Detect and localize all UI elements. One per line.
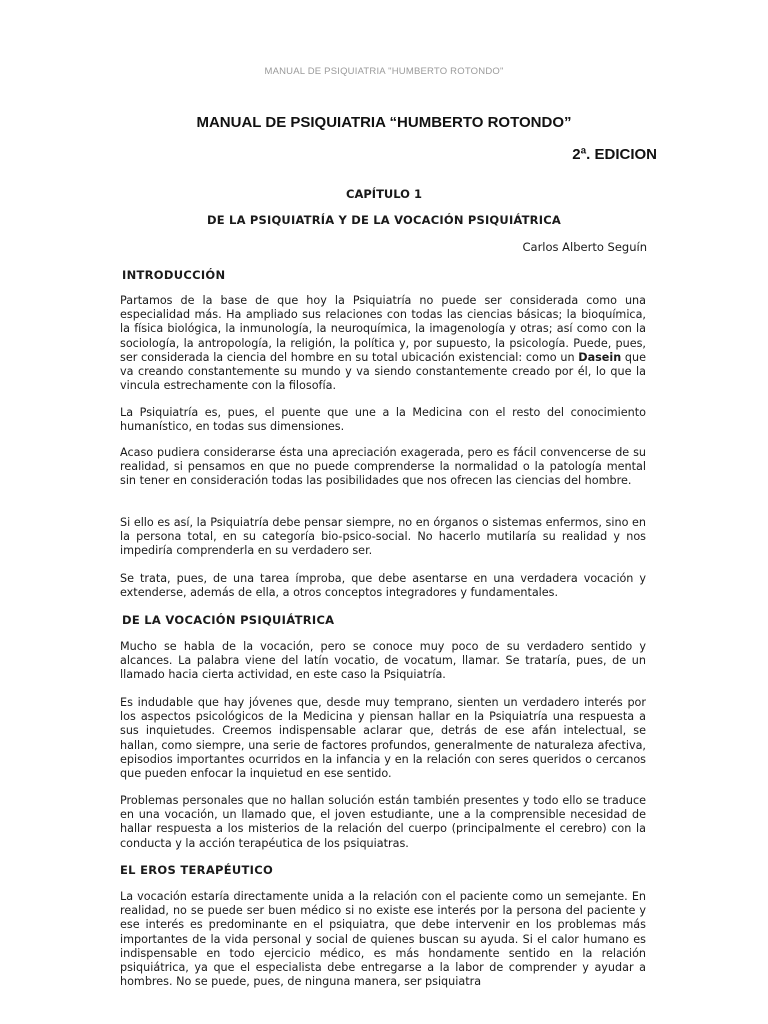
paragraph [120,406,646,434]
author-name: Carlos Alberto Seguín [522,240,647,254]
paragraph [120,696,646,781]
paragraph-text-part: que va creando constantemente su mundo y va siendo constantemente creado por él, lo que la vincula estrechamente con la filosofía. [120,350,646,393]
paragraph-text: Es indudable que hay jóvenes que, desde muy temprano, sienten un verdadero interés por los aspectos psicológicos de la Medicina y piensan hallar en la Psiquiatría una respuesta a sus inquietudes. Creemos indispensable aclarar que, detrás de ese afán intelectual, se hallan, como siempre, una serie de factores profundos, generalmente de naturaleza afectiva, episodios importantes ocurridos en la infancia y en la relación con seres queridos o cercanos que pueden enfocar la inquietud en ese sentido. [120,696,646,781]
paragraph-text: La Psiquiatría es, pues, el puente que une a la Medicina con el resto del conocimiento humanístico, en todas sus dimensiones. [120,406,646,434]
section-heading-introduction: INTRODUCCIÓN [122,268,226,282]
paragraph [120,446,646,489]
paragraph-text-part: Partamos de la base de que hoy la Psiquiatría no puede ser considerada como una especialidad más. Ha ampliado sus relaciones con todas las ciencias básicas; la bioquímica, la física biológica, la inmunología, la neuroquímica, la imagenología y otras; así como con la sociología, la antropología, la religión, la política y, por supuesto, la psicología. Puede, pues, ser considerada la ciencia del hombre en su total ubicación existencial: como un [120,294,646,364]
paragraph [120,572,646,600]
chapter-title: DE LA PSIQUIATRÍA Y DE LA VOCACIÓN PSIQUIÁTRICA [207,213,561,227]
paragraph-text: Acaso pudiera considerarse ésta una apreciación exagerada, pero es fácil convencerse de su realidad, si pensamos en que no puede comprenderse la normalidad o la patología mental sin tener en consideración todas las posibilidades que nos ofrecen las ciencias del hombre. [120,446,646,488]
section-heading-eros: EL EROS TERAPÉUTICO [120,863,274,877]
edition-label: 2ª. EDICION [572,146,657,163]
paragraph [120,294,646,393]
paragraph [120,640,646,683]
paragraph-text: Se trata, pues, de una tarea ímproba, que debe asentarse en una verdadera vocación y extenderse, además de ella, a otros conceptos integradores y fundamentales. [120,572,646,600]
paragraph-text: Mucho se habla de la vocación, pero se conoce muy poco de su verdadero sentido y alcances. La palabra viene del latín vocatio, de vocatum, llamar. Se trataría, pues, de un llamado hacia cierta actividad, en este caso la Psiquiatría. [120,640,646,682]
paragraph-text: La vocación estaría directamente unida a la relación con el paciente como un semejante. En realidad, no se puede ser buen médico si no existe ese interés por la persona del paciente y ese interés es predominante en el psiquiatra, que debe intervenir en los problemas más importantes de la vida personal y social de quienes buscan su ayuda. Si el calor humano es indispensable en todo ejercicio médico, es más hondamente sentido en la relación psiquiátrica, ya que el especialista debe entregarse a la labor de comprender y ayudar a hombres. No se puede, pues, de ninguna manera, ser psiquiatra [120,890,646,989]
paragraph-text: Problemas personales que no hallan solución están también presentes y todo ello se traduce en una vocación, un llamado que, el joven estudiante, une a la comprensible necesidad de hallar respuesta a los misterios de la relación del cuerpo (principalmente el cerebro) con la conducta y la acción terapéutica de los psiquiatras. [120,794,646,850]
paragraph-text [120,294,646,393]
paragraph [120,516,646,559]
paragraph-text: Si ello es así, la Psiquiatría debe pensar siempre, no en órganos o sistemas enfermos, sino en la persona total, en su categoría bio-psico-social. No hacerlo mutilaría su realidad y nos impediría comprenderla en su verdadero ser. [120,516,646,558]
chapter-number: CAPÍTULO 1 [346,187,422,201]
book-title: MANUAL DE PSIQUIATRIA “HUMBERTO ROTONDO” [196,114,572,131]
paragraph [120,794,646,851]
section-heading-vocation: DE LA VOCACIÓN PSIQUIÁTRICA [122,613,335,627]
paragraph [120,890,646,989]
running-header: MANUAL DE PSIQUIATRIA "HUMBERTO ROTONDO" [264,66,504,77]
dasein-term: Dasein [578,350,622,364]
